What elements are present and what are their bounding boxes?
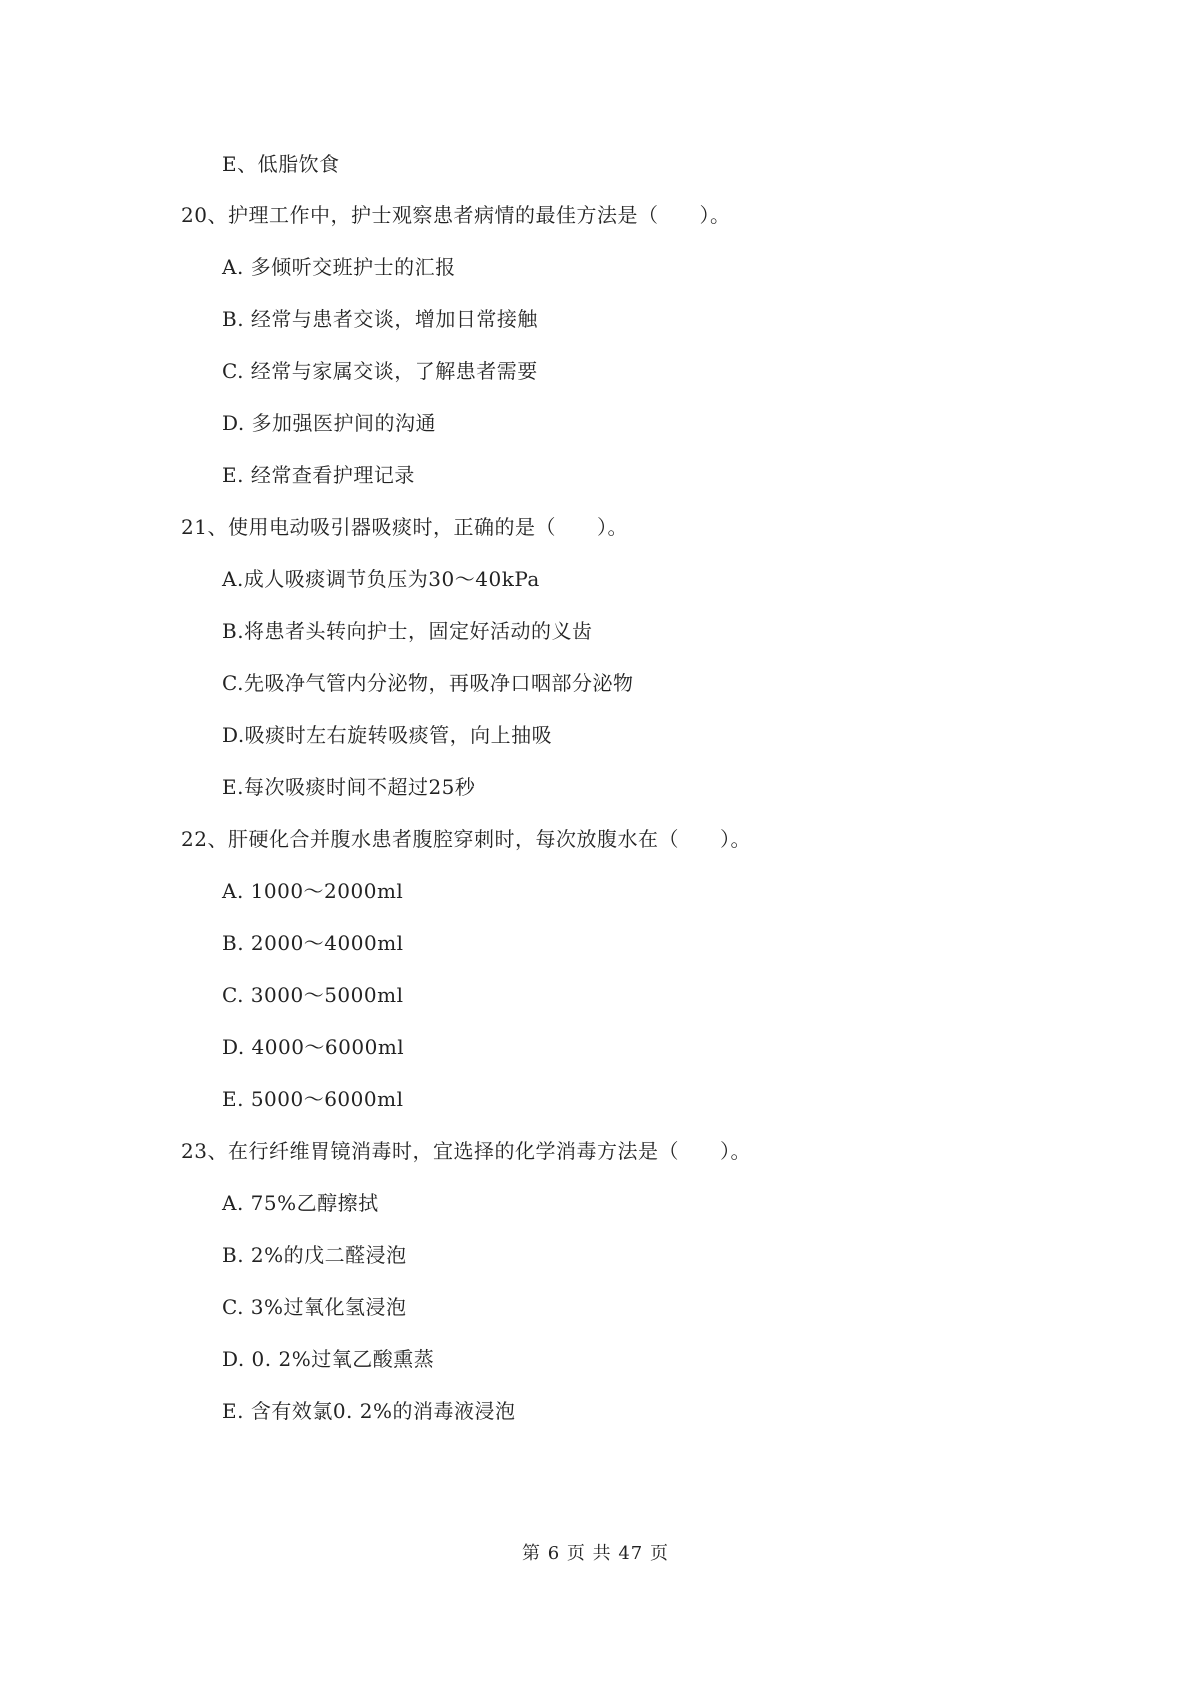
question-20: 20、护理工作中，护士观察患者病情的最佳方法是（ ）。: [181, 203, 731, 227]
option-20d: D. 多加强医护间的沟通: [222, 411, 437, 435]
option-23d: D. 0. 2%过氧乙酸熏蒸: [222, 1347, 435, 1371]
question-22: 22、肝硬化合并腹水患者腹腔穿刺时，每次放腹水在（ ）。: [181, 827, 751, 851]
option-22a: A. 1000～2000ml: [222, 879, 404, 903]
option-21c: C.先吸净气管内分泌物，再吸净口咽部分泌物: [222, 671, 634, 695]
option-23a: A. 75%乙醇擦拭: [222, 1191, 379, 1215]
option-20b: B. 经常与患者交谈，增加日常接触: [222, 307, 538, 331]
option-21b: B.将患者头转向护士，固定好活动的义齿: [222, 619, 593, 643]
question-23: 23、在行纤维胃镜消毒时，宜选择的化学消毒方法是（ ）。: [181, 1139, 751, 1163]
option-21e: E.每次吸痰时间不超过25秒: [222, 775, 476, 799]
option-22d: D. 4000～6000ml: [222, 1035, 405, 1059]
option-21d: D.吸痰时左右旋转吸痰管，向上抽吸: [222, 723, 553, 747]
page-footer: 第 6 页 共 47 页: [522, 1543, 669, 1564]
option-23c: C. 3%过氧化氢浸泡: [222, 1295, 407, 1319]
question-21: 21、使用电动吸引器吸痰时，正确的是（ ）。: [181, 515, 628, 539]
option-20e: E. 经常查看护理记录: [222, 463, 415, 487]
option-22b: B. 2000～4000ml: [222, 931, 404, 955]
option-22e: E. 5000～6000ml: [222, 1087, 404, 1111]
option-20c: C. 经常与家属交谈，了解患者需要: [222, 359, 538, 383]
option-19e: E、低脂饮食: [222, 152, 340, 176]
option-21a: A.成人吸痰调节负压为30～40kPa: [222, 567, 540, 591]
option-23e: E. 含有效氯0. 2%的消毒液浸泡: [222, 1399, 516, 1423]
option-20a: A. 多倾听交班护士的汇报: [222, 255, 456, 279]
option-23b: B. 2%的戊二醛浸泡: [222, 1243, 407, 1267]
option-22c: C. 3000～5000ml: [222, 983, 404, 1007]
